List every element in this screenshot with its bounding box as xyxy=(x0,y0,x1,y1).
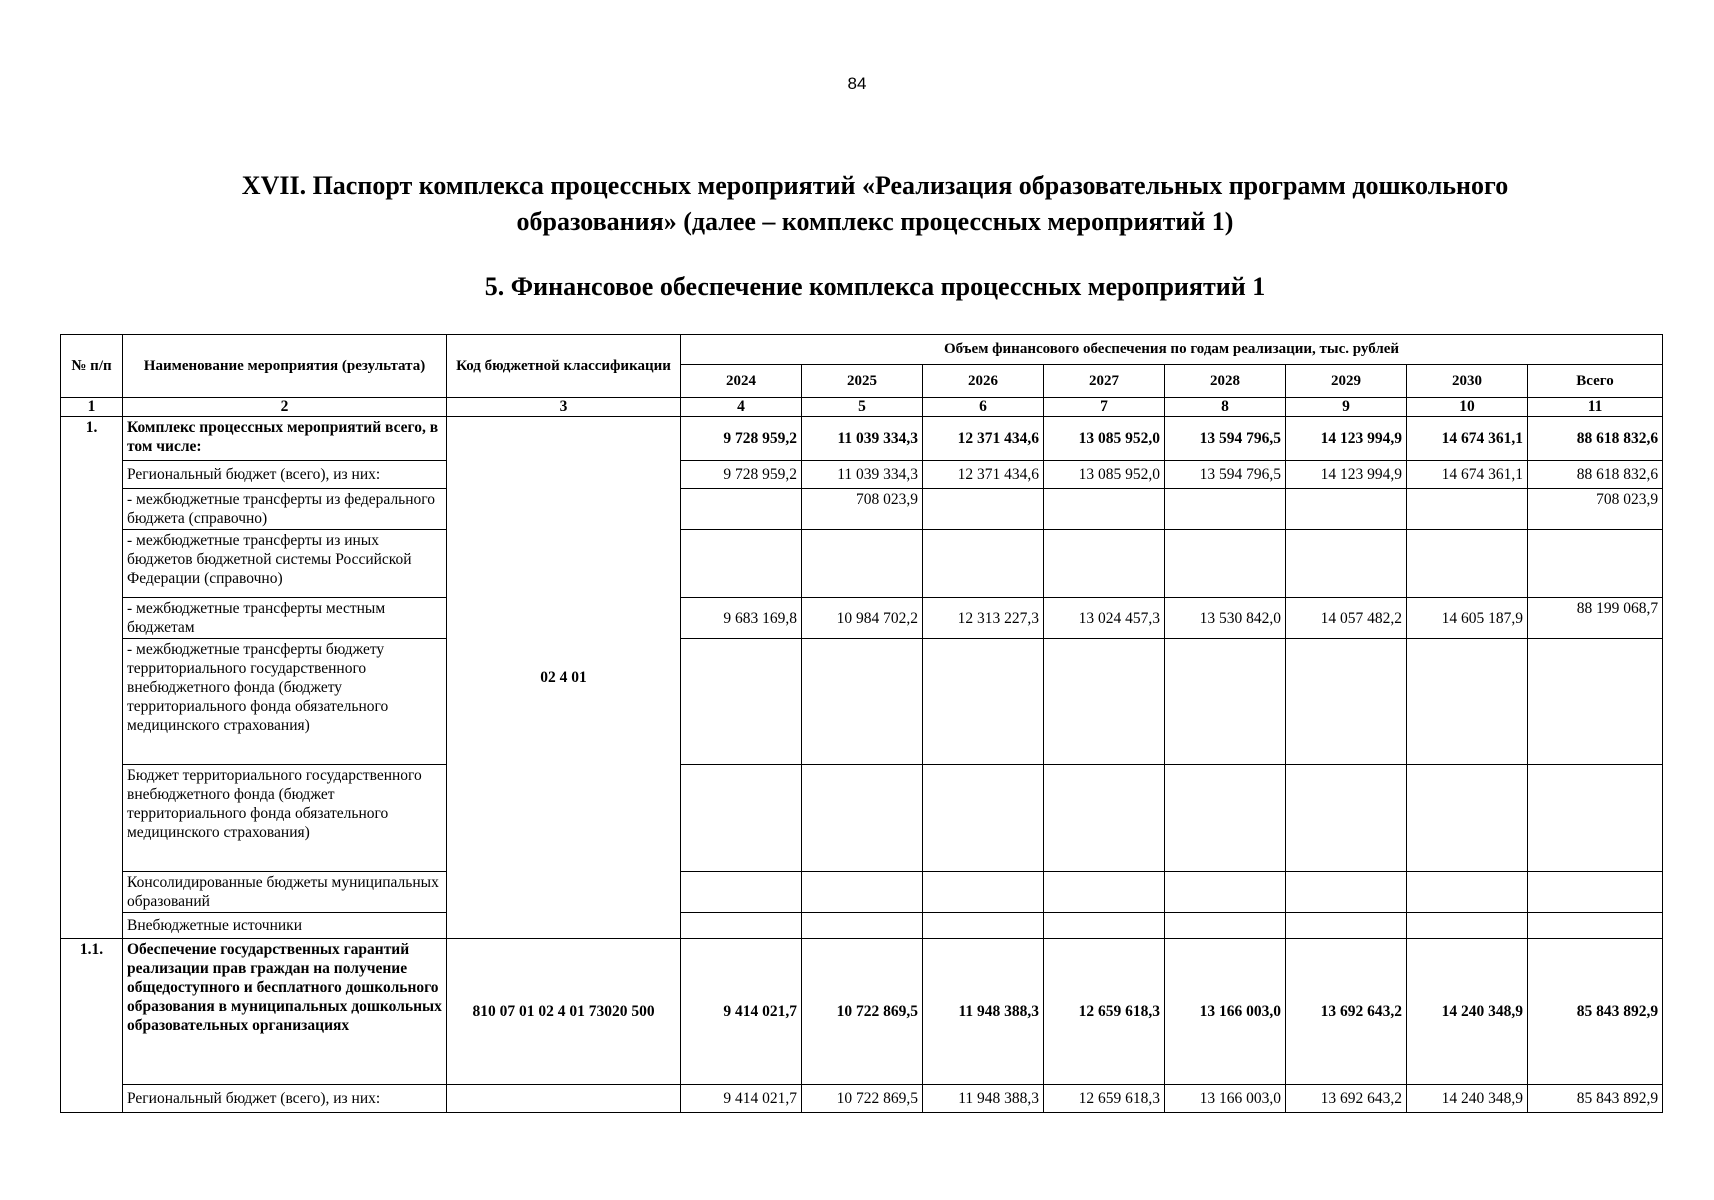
row-name: Бюджет территориального государственного внебюджетного фонда (бюджет территориального фонда обязательного медицинского страхования) xyxy=(123,765,447,872)
financing-table xyxy=(60,334,1663,1113)
value-cell xyxy=(1407,530,1528,598)
value-cell xyxy=(1044,872,1165,913)
value-cell: 13 530 842,0 xyxy=(1165,598,1286,639)
header-total: Всего xyxy=(1528,365,1663,398)
value-cell xyxy=(1528,765,1663,872)
budget-code: 810 07 01 02 4 01 73020 500 xyxy=(447,939,681,1085)
value-cell: 11 948 388,3 xyxy=(923,1085,1044,1113)
value-cell xyxy=(1044,913,1165,939)
value-cell: 14 057 482,2 xyxy=(1286,598,1407,639)
value-cell: 14 123 994,9 xyxy=(1286,417,1407,461)
value-cell xyxy=(1165,913,1286,939)
column-index: 4 xyxy=(681,398,802,417)
header-year: 2026 xyxy=(923,365,1044,398)
value-cell xyxy=(1286,913,1407,939)
value-cell: 88 618 832,6 xyxy=(1528,461,1663,489)
value-cell: 14 240 348,9 xyxy=(1407,1085,1528,1113)
header-year: 2025 xyxy=(802,365,923,398)
value-cell xyxy=(1044,765,1165,872)
value-cell xyxy=(1407,639,1528,765)
budget-code: 02 4 01 xyxy=(447,417,681,939)
column-index: 2 xyxy=(123,398,447,417)
header-year: 2027 xyxy=(1044,365,1165,398)
value-cell: 9 728 959,2 xyxy=(681,461,802,489)
value-cell xyxy=(1165,639,1286,765)
column-index: 5 xyxy=(802,398,923,417)
value-cell: 14 674 361,1 xyxy=(1407,417,1528,461)
value-cell xyxy=(923,530,1044,598)
column-index: 10 xyxy=(1407,398,1528,417)
column-index: 8 xyxy=(1165,398,1286,417)
value-cell: 14 240 348,9 xyxy=(1407,939,1528,1085)
value-cell xyxy=(1407,489,1528,530)
header-name: Наименование мероприятия (результата) xyxy=(123,335,447,398)
value-cell xyxy=(1407,913,1528,939)
value-cell xyxy=(1286,530,1407,598)
header-year: 2030 xyxy=(1407,365,1528,398)
value-cell: 85 843 892,9 xyxy=(1528,1085,1663,1113)
value-cell: 13 692 643,2 xyxy=(1286,939,1407,1085)
value-cell xyxy=(1165,765,1286,872)
value-cell xyxy=(1528,913,1663,939)
row-name: - межбюджетные трансферты местным бюджетам xyxy=(123,598,447,639)
value-cell: 13 594 796,5 xyxy=(1165,461,1286,489)
row-number: 1. xyxy=(61,417,123,939)
header-code: Код бюджетной классификации xyxy=(447,335,681,398)
row-name: - межбюджетные трансферты из иных бюджетов бюджетной системы Российской Федерации (справочно) xyxy=(123,530,447,598)
column-index: 1 xyxy=(61,398,123,417)
value-cell: 88 618 832,6 xyxy=(1528,417,1663,461)
row-name: Региональный бюджет (всего), из них: xyxy=(123,1085,447,1113)
value-cell xyxy=(681,489,802,530)
value-cell: 12 659 618,3 xyxy=(1044,1085,1165,1113)
value-cell xyxy=(681,872,802,913)
header-year: 2024 xyxy=(681,365,802,398)
value-cell xyxy=(1528,872,1663,913)
value-cell xyxy=(1044,530,1165,598)
value-cell: 13 166 003,0 xyxy=(1165,1085,1286,1113)
value-cell: 11 039 334,3 xyxy=(802,461,923,489)
value-cell: 14 605 187,9 xyxy=(1407,598,1528,639)
column-index: 3 xyxy=(447,398,681,417)
value-cell: 85 843 892,9 xyxy=(1528,939,1663,1085)
value-cell: 14 123 994,9 xyxy=(1286,461,1407,489)
header-year: 2028 xyxy=(1165,365,1286,398)
row-name: Внебюджетные источники xyxy=(123,913,447,939)
value-cell xyxy=(923,765,1044,872)
value-cell: 11 039 334,3 xyxy=(802,417,923,461)
value-cell xyxy=(1044,639,1165,765)
value-cell xyxy=(1528,530,1663,598)
value-cell: 13 692 643,2 xyxy=(1286,1085,1407,1113)
value-cell xyxy=(1286,765,1407,872)
header-no: № п/п xyxy=(61,335,123,398)
column-index: 6 xyxy=(923,398,1044,417)
value-cell xyxy=(1286,489,1407,530)
budget-code-empty xyxy=(447,1085,681,1113)
value-cell xyxy=(802,913,923,939)
value-cell: 14 674 361,1 xyxy=(1407,461,1528,489)
value-cell xyxy=(802,639,923,765)
value-cell xyxy=(1286,872,1407,913)
value-cell: 11 948 388,3 xyxy=(923,939,1044,1085)
value-cell: 9 683 169,8 xyxy=(681,598,802,639)
value-cell xyxy=(802,872,923,913)
value-cell xyxy=(1165,530,1286,598)
value-cell: 708 023,9 xyxy=(1528,489,1663,530)
value-cell: 9 414 021,7 xyxy=(681,1085,802,1113)
value-cell: 12 371 434,6 xyxy=(923,461,1044,489)
value-cell: 13 594 796,5 xyxy=(1165,417,1286,461)
header-funding: Объем финансового обеспечения по годам реализации, тыс. рублей xyxy=(681,335,1663,365)
value-cell: 708 023,9 xyxy=(802,489,923,530)
value-cell xyxy=(923,872,1044,913)
header-year: 2029 xyxy=(1286,365,1407,398)
row-name: Консолидированные бюджеты муниципальных образований xyxy=(123,872,447,913)
value-cell: 9 414 021,7 xyxy=(681,939,802,1085)
value-cell: 12 659 618,3 xyxy=(1044,939,1165,1085)
page-number: 84 xyxy=(847,74,867,93)
value-cell xyxy=(681,765,802,872)
row-name: - межбюджетные трансферты бюджету территориального государственного внебюджетного фонда (бюджету территориального фонда обязательного медицинского страхования) xyxy=(123,639,447,765)
value-cell: 10 722 869,5 xyxy=(802,1085,923,1113)
value-cell xyxy=(1286,639,1407,765)
document-title: XVII. Паспорт комплекса процессных мероприятий «Реализация образовательных программ дошкольного образования» (далее – комплекс процессных мероприятий 1) xyxy=(241,171,1509,236)
value-cell: 13 085 952,0 xyxy=(1044,461,1165,489)
value-cell xyxy=(923,913,1044,939)
row-name: Обеспечение государственных гарантий реализации прав граждан на получение общедоступного и бесплатного дошкольного образования в муниципальных дошкольных образовательных организациях xyxy=(123,939,447,1085)
value-cell: 13 085 952,0 xyxy=(1044,417,1165,461)
value-cell: 12 371 434,6 xyxy=(923,417,1044,461)
value-cell xyxy=(681,639,802,765)
row-name: Региональный бюджет (всего), из них: xyxy=(123,461,447,489)
section-subtitle: 5. Финансовое обеспечение комплекса процессных мероприятий 1 xyxy=(484,272,1266,301)
value-cell: 9 728 959,2 xyxy=(681,417,802,461)
value-cell xyxy=(1044,489,1165,530)
column-index: 9 xyxy=(1286,398,1407,417)
value-cell: 10 984 702,2 xyxy=(802,598,923,639)
value-cell xyxy=(681,530,802,598)
value-cell xyxy=(923,639,1044,765)
value-cell xyxy=(802,530,923,598)
value-cell xyxy=(1165,489,1286,530)
value-cell xyxy=(923,489,1044,530)
row-name: - межбюджетные трансферты из федерального бюджета (справочно) xyxy=(123,489,447,530)
value-cell: 12 313 227,3 xyxy=(923,598,1044,639)
column-index: 7 xyxy=(1044,398,1165,417)
column-index: 11 xyxy=(1528,398,1663,417)
row-name: Комплекс процессных мероприятий всего, в том числе: xyxy=(123,417,447,461)
value-cell: 13 024 457,3 xyxy=(1044,598,1165,639)
row-number: 1.1. xyxy=(61,939,123,1113)
value-cell xyxy=(1165,872,1286,913)
value-cell xyxy=(802,765,923,872)
value-cell xyxy=(681,913,802,939)
value-cell: 13 166 003,0 xyxy=(1165,939,1286,1085)
value-cell: 88 199 068,7 xyxy=(1528,598,1663,639)
value-cell xyxy=(1407,872,1528,913)
value-cell xyxy=(1528,639,1663,765)
value-cell: 10 722 869,5 xyxy=(802,939,923,1085)
value-cell xyxy=(1407,765,1528,872)
